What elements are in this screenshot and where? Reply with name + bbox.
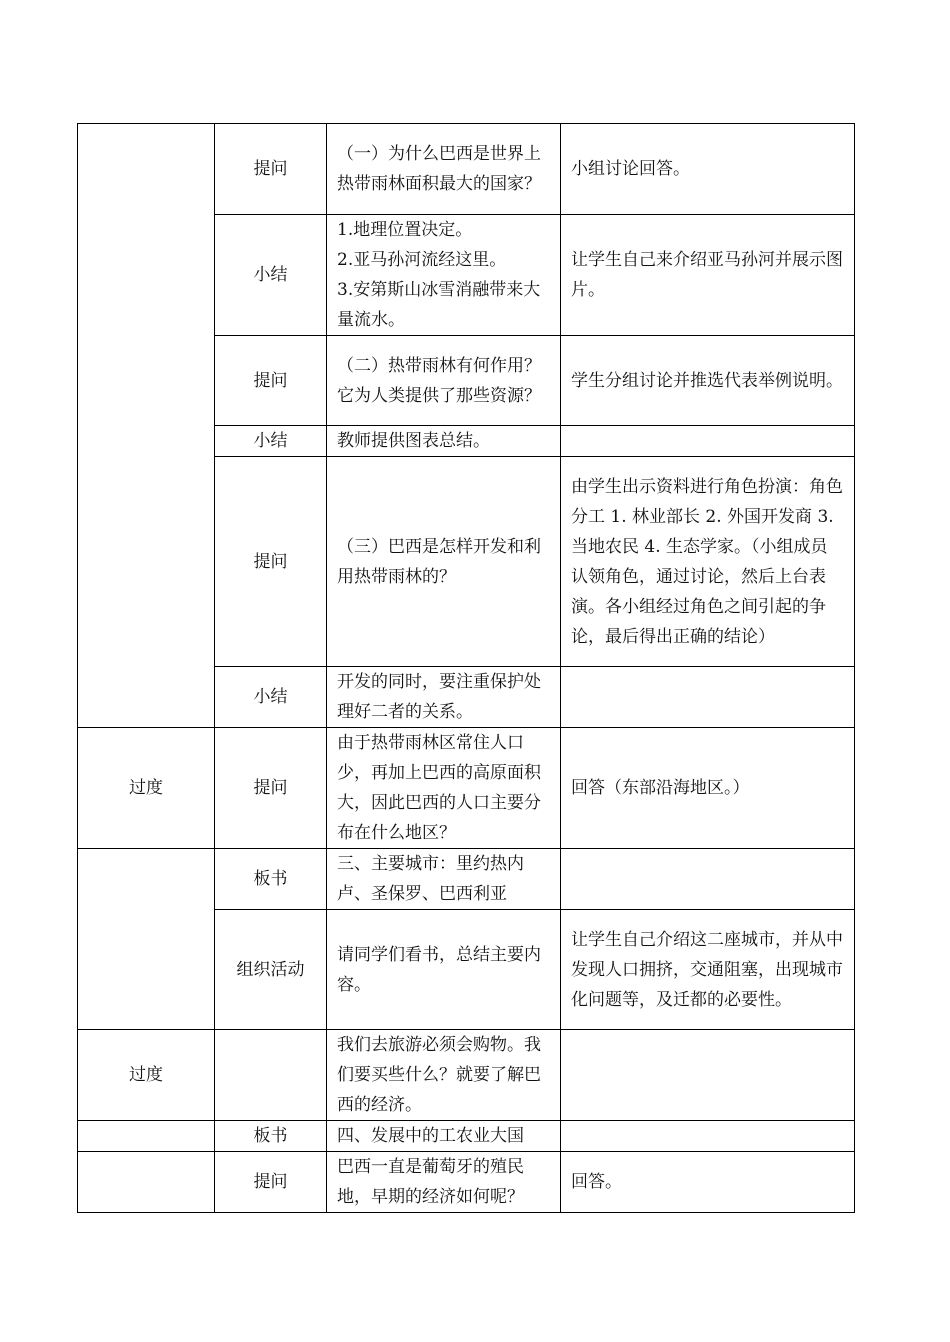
activity-cell: 学生分组讨论并推选代表举例说明。 xyxy=(561,336,855,426)
content-cell: 由于热带雨林区常住人口少，再加上巴西的高原面积大，因此巴西的人口主要分布在什么地区？ xyxy=(327,728,561,849)
type-cell: 板书 xyxy=(215,1121,327,1152)
table-row xyxy=(78,1030,855,1121)
type-cell: 组织活动 xyxy=(215,910,327,1030)
type-cell xyxy=(215,1030,327,1121)
activity-cell xyxy=(561,849,855,910)
table-row xyxy=(78,728,855,849)
type-cell: 提问 xyxy=(215,728,327,849)
table-row xyxy=(78,1152,855,1213)
table-row xyxy=(78,849,855,910)
activity-cell xyxy=(561,1030,855,1121)
activity-cell: 小组讨论回答。 xyxy=(561,124,855,215)
content-cell: （一）为什么巴西是世界上热带雨林面积最大的国家？ xyxy=(327,124,561,215)
type-cell: 提问 xyxy=(215,457,327,667)
activity-cell: 回答（东部沿海地区。） xyxy=(561,728,855,849)
stage-cell: 过度 xyxy=(78,728,215,849)
stage-cell xyxy=(78,124,215,728)
type-cell: 板书 xyxy=(215,849,327,910)
activity-cell xyxy=(561,426,855,457)
content-cell: 巴西一直是葡萄牙的殖民地，早期的经济如何呢？ xyxy=(327,1152,561,1213)
content-cell: 四、发展中的工农业大国 xyxy=(327,1121,561,1152)
table-row xyxy=(78,124,855,215)
activity-cell: 回答。 xyxy=(561,1152,855,1213)
content-cell: 我们去旅游必须会购物。我们要买些什么？就要了解巴西的经济。 xyxy=(327,1030,561,1121)
type-cell: 提问 xyxy=(215,336,327,426)
content-line: 2.亚马孙河流经这里。 xyxy=(337,250,507,270)
stage-cell: 过度 xyxy=(78,1030,215,1121)
content-cell: 三、主要城市：里约热内卢、圣保罗、巴西利亚 xyxy=(327,849,561,910)
content-cell: 开发的同时，要注重保护处理好二者的关系。 xyxy=(327,667,561,728)
content-cell: 教师提供图表总结。 xyxy=(327,426,561,457)
stage-cell xyxy=(78,1121,215,1152)
activity-cell: 由学生出示资料进行角色扮演：角色分工 1. 林业部长 2. 外国开发商 3. 当地农民 4. 生态学家。（小组成员认领角色，通过讨论，然后上台表演。各小组经过角色之间引起的争论，最后得出正确的结论） xyxy=(561,457,855,667)
stage-cell xyxy=(78,1152,215,1213)
activity-cell: 让学生自己介绍这二座城市，并从中发现人口拥挤，交通阻塞，出现城市化问题等，及迁都的必要性。 xyxy=(561,910,855,1030)
activity-cell xyxy=(561,667,855,728)
content-cell: （三）巴西是怎样开发和利用热带雨林的？ xyxy=(327,457,561,667)
type-cell: 小结 xyxy=(215,667,327,728)
content-cell xyxy=(327,215,561,336)
activity-cell xyxy=(561,1121,855,1152)
stage-cell xyxy=(78,849,215,1030)
type-cell: 提问 xyxy=(215,1152,327,1213)
content-line: 1.地理位置决定。 xyxy=(337,220,473,240)
type-cell: 提问 xyxy=(215,124,327,215)
content-line: 3.安第斯山冰雪消融带来大量流水。 xyxy=(337,280,541,330)
type-cell: 小结 xyxy=(215,215,327,336)
lesson-plan-table xyxy=(77,123,855,1213)
content-cell: （二）热带雨林有何作用？它为人类提供了那些资源？ xyxy=(327,336,561,426)
content-cell: 请同学们看书，总结主要内容。 xyxy=(327,910,561,1030)
activity-cell: 让学生自己来介绍亚马孙河并展示图片。 xyxy=(561,215,855,336)
type-cell: 小结 xyxy=(215,426,327,457)
table-row xyxy=(78,1121,855,1152)
